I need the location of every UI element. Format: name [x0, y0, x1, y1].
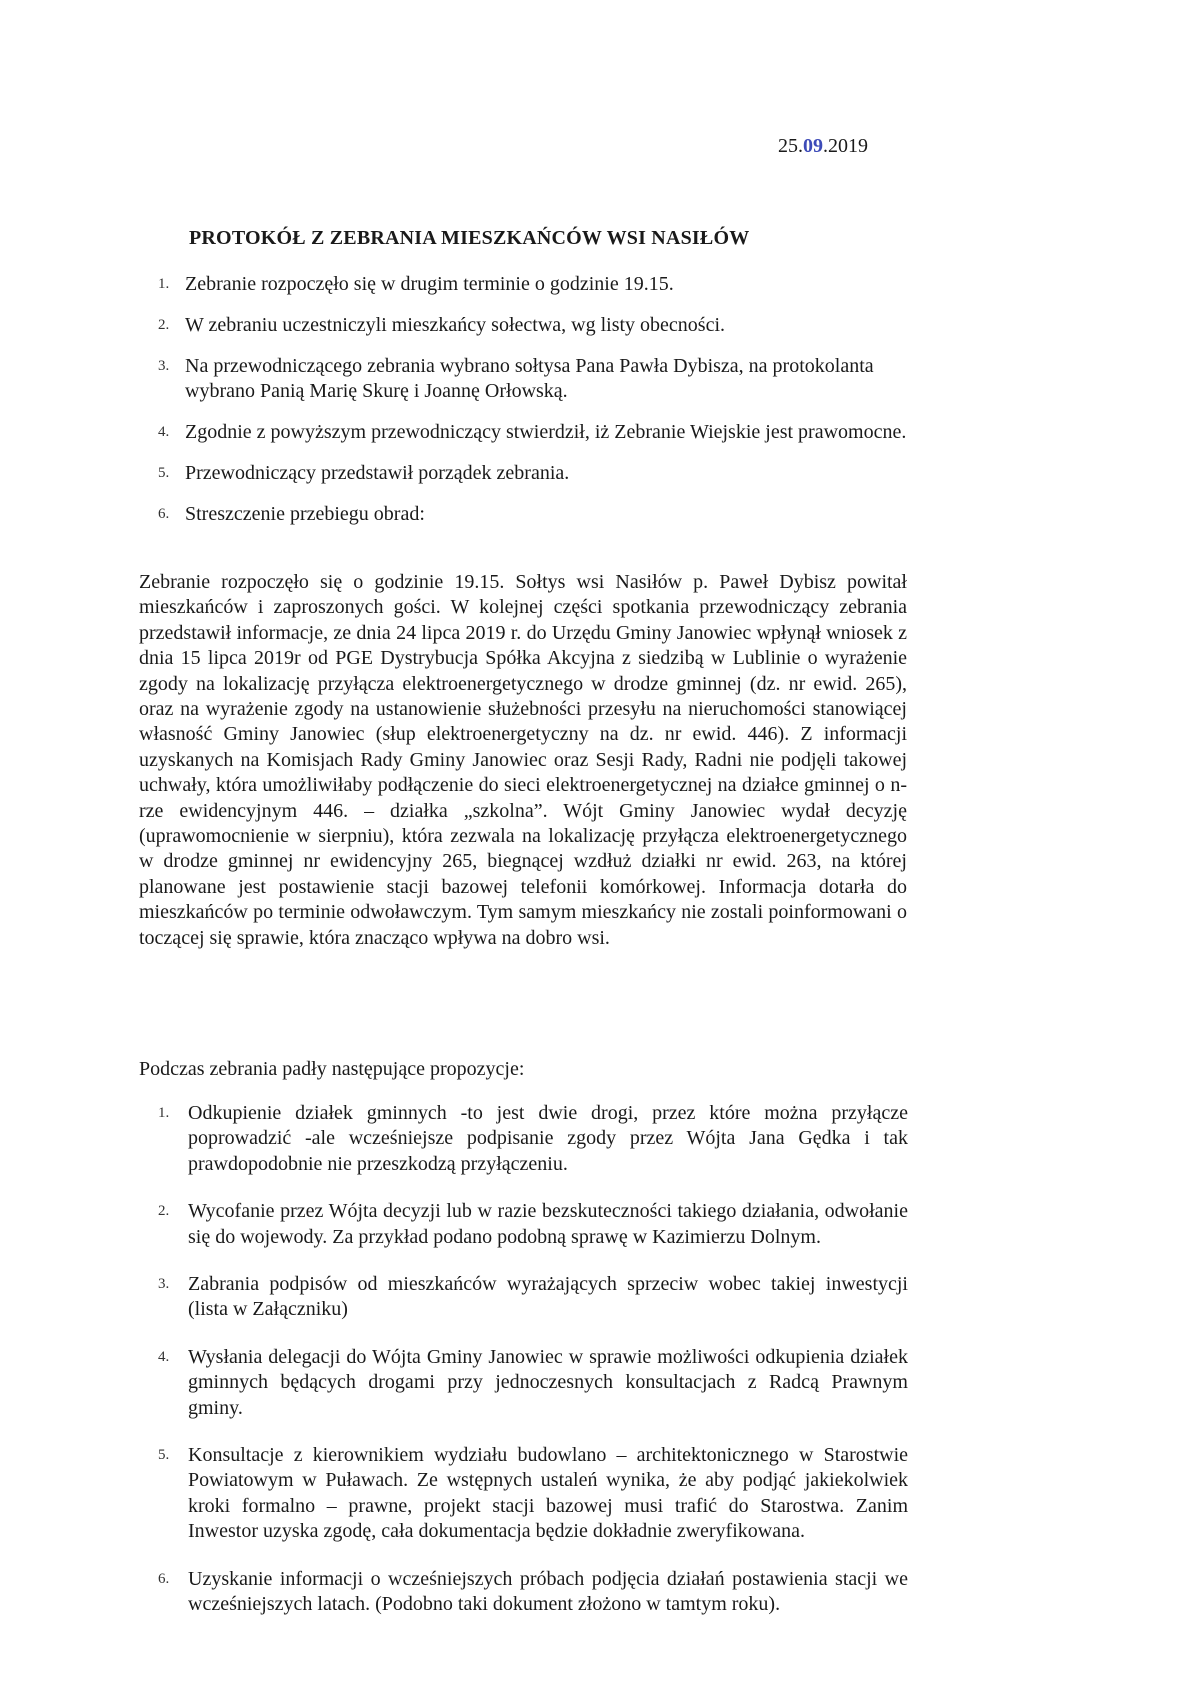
proposal-item: [158, 1345, 908, 1421]
proposal-number: 5.: [158, 1447, 170, 1464]
agenda-item-number: 6.: [158, 506, 170, 522]
document-title: PROTOKÓŁ Z ZEBRANIA MIESZKAŃCÓW WSI NASIŁÓW: [189, 227, 750, 249]
proposals-intro: Podczas zebrania padły następujące propozycje:: [139, 1058, 525, 1080]
agenda-item-number: 4.: [158, 424, 170, 440]
agenda-item-number: 3.: [158, 358, 170, 374]
agenda-item-text: Przewodniczący przedstawił porządek zebrania.: [185, 462, 570, 484]
proposal-number: 2.: [158, 1203, 170, 1220]
agenda-item: [158, 420, 908, 445]
agenda-item-number: 1.: [158, 276, 170, 292]
date-month-handwritten: 09: [803, 135, 823, 157]
proposal-text: Wysłania delegacji do Wójta Gminy Janowiec w sprawie możliwości odkupienia działek gminnych będących drogami przy jednoczesnych konsultacjach z Radcą Prawnym gminy.: [188, 1345, 908, 1419]
agenda-item-number: 2.: [158, 317, 170, 333]
agenda-item: [158, 461, 908, 486]
document-date: [778, 134, 868, 159]
proposal-number: 3.: [158, 1276, 170, 1293]
agenda-item-text: Zgodnie z powyższym przewodniczący stwierdził, iż Zebranie Wiejskie jest prawomocne.: [185, 421, 907, 443]
agenda-list: [158, 272, 908, 543]
proposal-item: [158, 1101, 908, 1177]
proposal-item: [158, 1443, 908, 1545]
agenda-item-number: 5.: [158, 465, 170, 481]
proposal-number: 6.: [158, 1570, 170, 1587]
agenda-item: [158, 313, 908, 338]
proposal-text: Odkupienie działek gminnych -to jest dwie drogi, przez które można przyłącze poprowadzić -ale wcześniejsze podpisanie zgody przez Wójta Jana Gędka i tak prawdopodobnie nie przeszkodzą przyłączeniu.: [188, 1102, 908, 1175]
agenda-item: [158, 354, 908, 404]
proposal-number: 4.: [158, 1348, 170, 1365]
agenda-item-text: Zebranie rozpoczęło się w drugim terminie o godzinie 19.15.: [185, 273, 674, 295]
agenda-item: [158, 502, 908, 527]
proposal-text: Zabrania podpisów od mieszkańców wyrażających sprzeciw wobec takiej inwestycji (lista w Załączniku): [188, 1273, 908, 1321]
proposal-text: Konsultacje z kierownikiem wydziału budowlano – architektonicznego w Starostwie Powiatowym w Puławach. Ze wstępnych ustaleń wynika, że aby podjąć jakiekolwiek kroki formalno – prawne, projekt stacji bazowej musi trafić do Starostwa. Zanim Inwestor uzyska zgodę, cała dokumentacja będzie dokładnie zweryfikowana.: [188, 1444, 908, 1543]
proposal-item: [158, 1272, 908, 1323]
proposals-list: [158, 1101, 908, 1640]
date-year: .2019: [823, 135, 868, 157]
proposal-text: Wycofanie przez Wójta decyzji lub w razie bezskuteczności takiego działania, odwołanie się do wojewody. Za przykład podano podobną sprawę w Kazimierzu Dolnym.: [188, 1200, 908, 1248]
agenda-item-text: Na przewodniczącego zebrania wybrano sołtysa Pana Pawła Dybisza, na protokolanta wybrano Panią Marię Skurę i Joannę Orłowską.: [185, 355, 874, 402]
proposal-text: Uzyskanie informacji o wcześniejszych próbach podjęcia działań postawienia stacji we wcześniejszych latach. (Podobno taki dokument złożono w tamtym roku).: [188, 1567, 908, 1616]
meeting-summary: Zebranie rozpoczęło się o godzinie 19.15. Sołtys wsi Nasiłów p. Paweł Dybisz powitał mieszkańców i zaproszonych gości. W kolejnej części spotkania przewodniczący zebrania przedstawił informacje, ze dnia 24 lipca 2019 r. do Urzędu Gminy Janowiec wpłynął wniosek z dnia 15 lipca 2019r od PGE Dystrybucja Spółka Akcyjna z siedzibą w Lublinie o wyrażenie zgody na lokalizację przyłącza elektroenergetycznego w drodze gminnej (dz. nr ewid. 265), oraz na wyrażenie zgody na ustanowienie służebności przesyłu na nieruchomości stanowiącej własność Gminy Janowiec (słup elektroenergetyczny na dz. nr ewid. 446). Z informacji uzyskanych na Komisjach Rady Gminy Janowiec oraz Sesji Rady, Radni nie podjęli takowej uchwały, która umożliwiłaby podłączenie do sieci elektroenergetycznej na działce gminnej o n-rze ewidencyjnym 446. – działka „szkolna”. Wójt Gminy Janowiec wydał decyzję (uprawomocnienie w sierpniu), która zezwala na lokalizację przyłącza elektroenergetycznego w drodze gminnej nr ewidencyjny 265, biegnącej wzdłuż działki nr ewid. 263, na której planowane jest postawienie stacji bazowej telefonii komórkowej. Informacja dotarła do mieszkańców po terminie odwoławczym. Tym samym mieszkańcy nie zostali poinformowani o toczącej się sprawie, która znacząco wpływa na dobro wsi.: [139, 571, 907, 949]
agenda-item: [158, 272, 908, 297]
agenda-item-text: W zebraniu uczestniczyli mieszkańcy sołectwa, wg listy obecności.: [185, 314, 725, 336]
date-day: 25.: [778, 135, 803, 157]
proposal-item: [158, 1199, 908, 1250]
agenda-item-text: Streszczenie przebiegu obrad:: [185, 503, 425, 525]
proposal-item: [158, 1567, 908, 1618]
proposal-number: 1.: [158, 1105, 170, 1121]
